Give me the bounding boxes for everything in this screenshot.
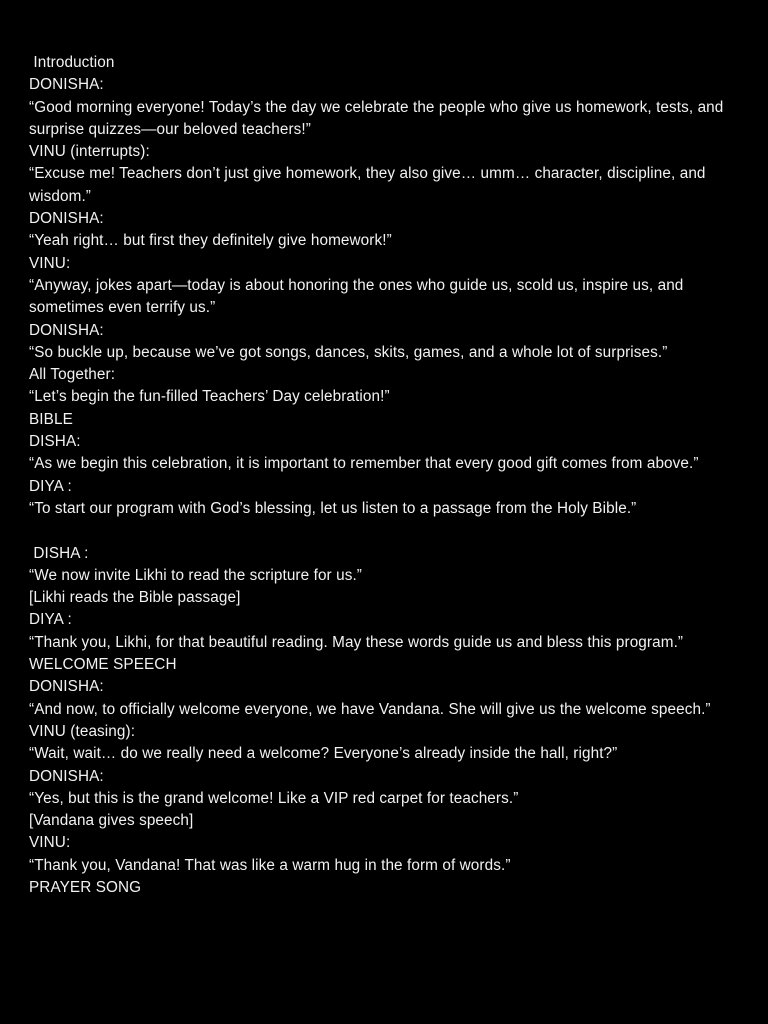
stage-direction: [Vandana gives speech] (29, 812, 194, 830)
dialogue-line: “Wait, wait… do we really need a welcome? Everyone’s already inside the hall, right?” (29, 745, 618, 763)
speaker-label: VINU (interrupts): (29, 143, 150, 161)
dialogue-line: “Let’s begin the fun-filled Teachers’ Day celebration!” (29, 388, 390, 406)
speaker-label: VINU (teasing): (29, 722, 136, 740)
stage-direction: [Likhi reads the Bible passage] (29, 589, 241, 607)
section-heading: Introduction (29, 54, 115, 71)
dialogue-line: “Yeah right… but first they definitely give homework!” (29, 232, 392, 250)
section-heading: BIBLE (29, 410, 73, 428)
dialogue-line: “Anyway, jokes apart—today is about honoring the ones who guide us, scold us, inspire us, and sometimes even terrify us.” (29, 276, 688, 317)
dialogue-line: “We now invite Likhi to read the scripture for us.” (29, 566, 362, 584)
dialogue-line: “Thank you, Vandana! That was like a warm hug in the form of words.” (29, 856, 511, 874)
dialogue-line: “To start our program with God’s blessing, let us listen to a passage from the Holy Bible.” (29, 499, 637, 517)
speaker-label: DIYA : (29, 477, 72, 495)
dialogue-line: “Good morning everyone! Today’s the day we celebrate the people who give us homework, tests, and surprise quizzes—our beloved teachers!” (29, 98, 728, 138)
speaker-label: DONISHA: (29, 76, 104, 94)
speaker-label: All Together: (29, 366, 116, 384)
dialogue-line: “And now, to officially welcome everyone, we have Vandana. She will give us the welcome speech.” (29, 700, 711, 718)
speaker-label: DONISHA: (29, 767, 104, 785)
speaker-label: VINU: (29, 834, 71, 852)
blank-line (29, 520, 741, 542)
dialogue-line: “As we begin this celebration, it is important to remember that every good gift comes from above.” (29, 455, 699, 473)
dialogue-line: “So buckle up, because we’ve got songs, dances, skits, games, and a whole lot of surprises.” (29, 343, 668, 361)
speaker-label: DONISHA: (29, 678, 104, 696)
speaker-label: DISHA: (29, 433, 81, 451)
dialogue-line: “Excuse me! Teachers don’t just give homework, they also give… umm… character, discipline, and wisdom.” (29, 165, 710, 205)
speaker-label: DIYA : (29, 611, 72, 629)
section-heading: PRAYER SONG (29, 878, 142, 896)
dialogue-line: “Thank you, Likhi, for that beautiful reading. May these words guide us and bless this program.” (29, 633, 684, 651)
dialogue-line: “Yes, but this is the grand welcome! Like a VIP red carpet for teachers.” (29, 789, 519, 807)
speaker-label: DISHA : (29, 544, 89, 562)
section-heading: WELCOME SPEECH (29, 656, 177, 674)
speaker-label: DONISHA: (29, 321, 104, 339)
speaker-label: VINU: (29, 254, 71, 272)
document-body (29, 52, 741, 899)
speaker-label: DONISHA: (29, 210, 104, 228)
